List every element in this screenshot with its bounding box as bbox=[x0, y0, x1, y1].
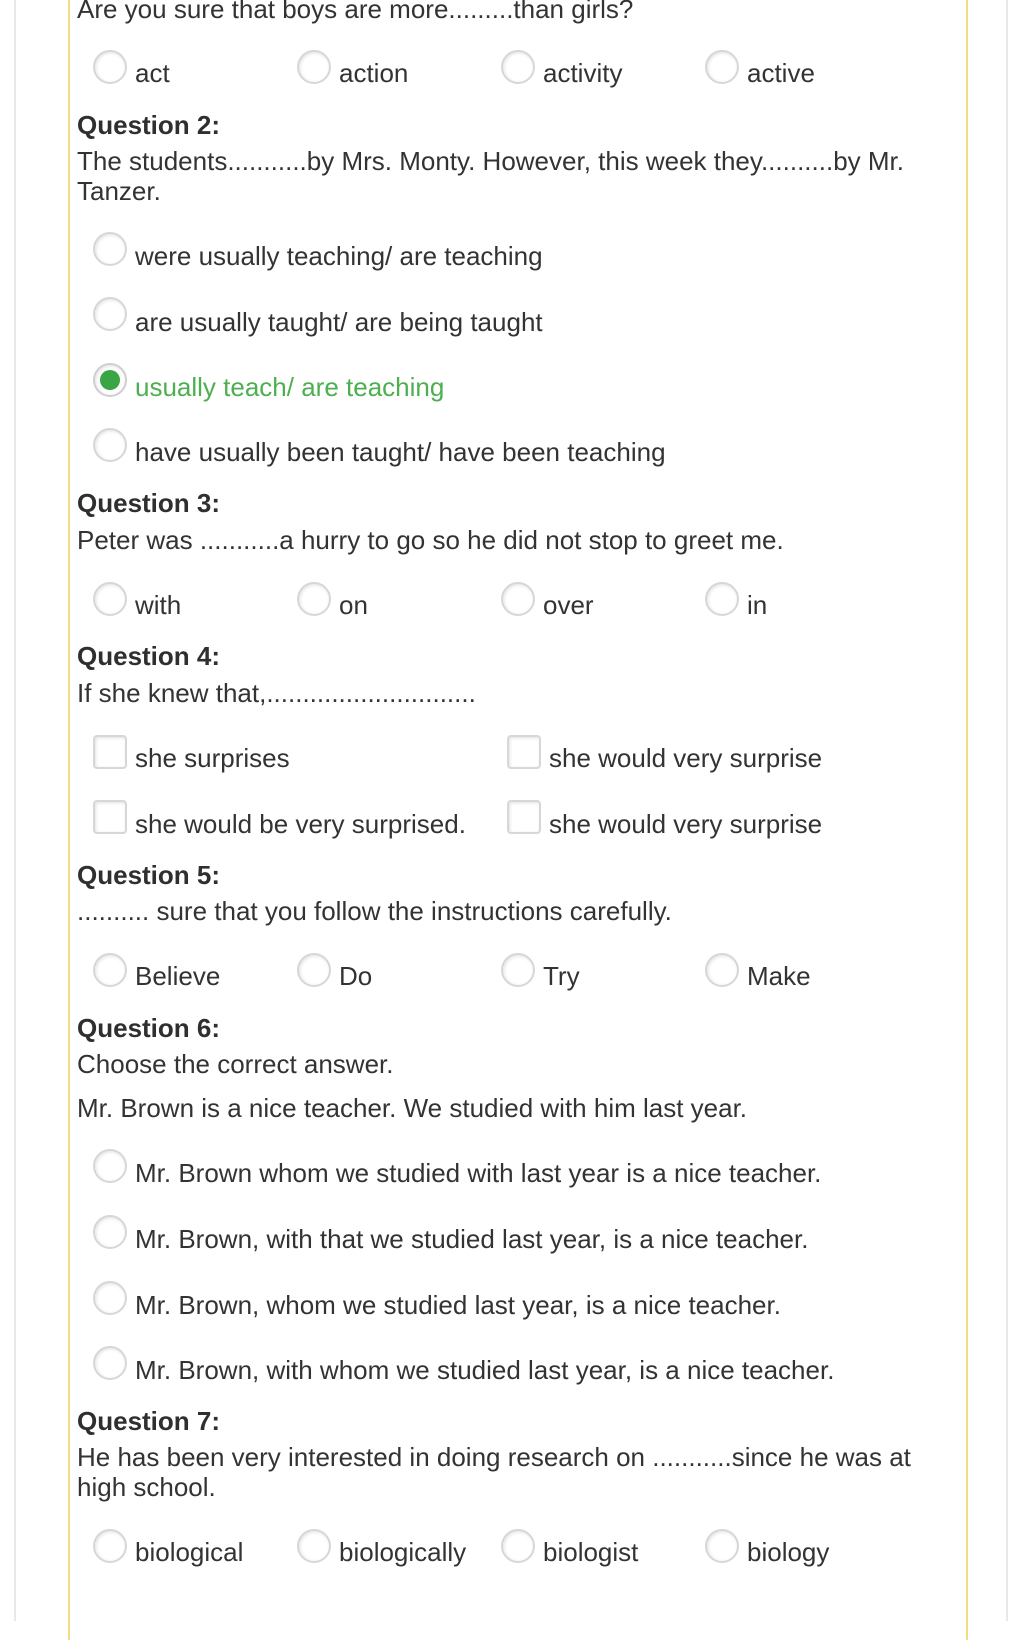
q2-option-1-label[interactable]: were usually teaching/ are teaching bbox=[135, 241, 543, 271]
q6-option-3-label[interactable]: Mr. Brown, whom we studied last year, is a nice teacher. bbox=[135, 1290, 781, 1320]
q6-option-2-radio[interactable] bbox=[93, 1215, 127, 1249]
question-3-title: Question 3: bbox=[77, 488, 221, 518]
screen-edge-right bbox=[1006, 0, 1008, 1621]
q5-option-1-radio[interactable] bbox=[93, 953, 127, 987]
question-4-text: If she knew that,............................. bbox=[77, 678, 476, 708]
q4-option-4-checkbox[interactable] bbox=[507, 800, 541, 834]
q7-option-2-radio[interactable] bbox=[297, 1529, 331, 1563]
q3-option-4-radio[interactable] bbox=[705, 582, 739, 616]
q1-option-4-radio[interactable] bbox=[705, 50, 739, 84]
q2-option-4-radio[interactable] bbox=[93, 428, 127, 462]
question-5-text: .......... sure that you follow the instructions carefully. bbox=[77, 896, 672, 926]
q6-option-1-label[interactable]: Mr. Brown whom we studied with last year is a nice teacher. bbox=[135, 1158, 822, 1188]
q3-option-3-radio[interactable] bbox=[501, 582, 535, 616]
q6-option-4-radio[interactable] bbox=[93, 1346, 127, 1380]
question-1-text: Are you sure that boys are more.........than girls? bbox=[77, 0, 634, 24]
q1-option-3-label[interactable]: activity bbox=[543, 58, 623, 88]
q5-option-3-label[interactable]: Try bbox=[543, 961, 580, 991]
q3-option-1-label[interactable]: with bbox=[135, 590, 182, 620]
q7-option-3-label[interactable]: biologist bbox=[543, 1537, 639, 1567]
q3-option-3-label[interactable]: over bbox=[543, 590, 594, 620]
q2-option-3-radio-selected[interactable] bbox=[93, 363, 127, 397]
question-6-text: Mr. Brown is a nice teacher. We studied with him last year. bbox=[77, 1093, 748, 1123]
q2-option-3-label[interactable]: usually teach/ are teaching bbox=[135, 372, 445, 402]
q4-option-2-label[interactable]: she would very surprise bbox=[549, 743, 823, 773]
q4-option-4-label[interactable]: she would very surprise bbox=[549, 809, 823, 839]
question-2-text-line-1: The students...........by Mrs. Monty. However, this week they..........by Mr. bbox=[77, 146, 904, 176]
q7-option-1-label[interactable]: biological bbox=[135, 1537, 244, 1567]
question-7-text-line-1: He has been very interested in doing research on ...........since he was at bbox=[77, 1442, 911, 1472]
q4-option-1-label[interactable]: she surprises bbox=[135, 743, 290, 773]
q6-option-1-radio[interactable] bbox=[93, 1149, 127, 1183]
screen-edge-left bbox=[14, 0, 16, 1621]
q7-option-3-radio[interactable] bbox=[501, 1529, 535, 1563]
question-6-title: Question 6: bbox=[77, 1013, 221, 1043]
q2-option-2-label[interactable]: are usually taught/ are being taught bbox=[135, 307, 543, 337]
question-2-title: Question 2: bbox=[77, 110, 221, 140]
q4-option-3-label[interactable]: she would be very surprised. bbox=[135, 809, 466, 839]
q3-option-4-label[interactable]: in bbox=[747, 590, 768, 620]
q1-option-3-radio[interactable] bbox=[501, 50, 535, 84]
q4-option-2-checkbox[interactable] bbox=[507, 735, 541, 769]
question-4-title: Question 4: bbox=[77, 641, 221, 671]
q5-option-4-radio[interactable] bbox=[705, 953, 739, 987]
question-5-title: Question 5: bbox=[77, 860, 221, 890]
q7-option-4-label[interactable]: biology bbox=[747, 1537, 830, 1567]
question-7-title: Question 7: bbox=[77, 1406, 221, 1436]
q2-option-4-label[interactable]: have usually been taught/ have been teaching bbox=[135, 437, 666, 467]
q3-option-1-radio[interactable] bbox=[93, 582, 127, 616]
q1-option-4-label[interactable]: active bbox=[747, 58, 815, 88]
q5-option-2-label[interactable]: Do bbox=[339, 961, 373, 991]
q2-option-1-radio[interactable] bbox=[93, 232, 127, 266]
q4-option-1-checkbox[interactable] bbox=[93, 735, 127, 769]
q3-option-2-label[interactable]: on bbox=[339, 590, 368, 620]
question-6-instruction: Choose the correct answer. bbox=[77, 1049, 394, 1079]
question-2-text-line-2: Tanzer. bbox=[77, 176, 161, 206]
q7-option-2-label[interactable]: biologically bbox=[339, 1537, 467, 1567]
q3-option-2-radio[interactable] bbox=[297, 582, 331, 616]
q1-option-1-label[interactable]: act bbox=[135, 58, 170, 88]
q7-option-4-radio[interactable] bbox=[705, 1529, 739, 1563]
q2-option-2-radio[interactable] bbox=[93, 297, 127, 331]
question-7-text-line-2: high school. bbox=[77, 1472, 216, 1502]
q5-option-2-radio[interactable] bbox=[297, 953, 331, 987]
q5-option-3-radio[interactable] bbox=[501, 953, 535, 987]
q6-option-3-radio[interactable] bbox=[93, 1281, 127, 1315]
q6-option-2-label[interactable]: Mr. Brown, with that we studied last year, is a nice teacher. bbox=[135, 1224, 809, 1254]
question-3-text: Peter was ...........a hurry to go so he did not stop to greet me. bbox=[77, 525, 784, 555]
q1-option-2-label[interactable]: action bbox=[339, 58, 409, 88]
q5-option-1-label[interactable]: Believe bbox=[135, 961, 221, 991]
q1-option-2-radio[interactable] bbox=[297, 50, 331, 84]
q1-option-1-radio[interactable] bbox=[93, 50, 127, 84]
q5-option-4-label[interactable]: Make bbox=[747, 961, 811, 991]
q6-option-4-label[interactable]: Mr. Brown, with whom we studied last year, is a nice teacher. bbox=[135, 1355, 835, 1385]
q4-option-3-checkbox[interactable] bbox=[93, 800, 127, 834]
q7-option-1-radio[interactable] bbox=[93, 1529, 127, 1563]
